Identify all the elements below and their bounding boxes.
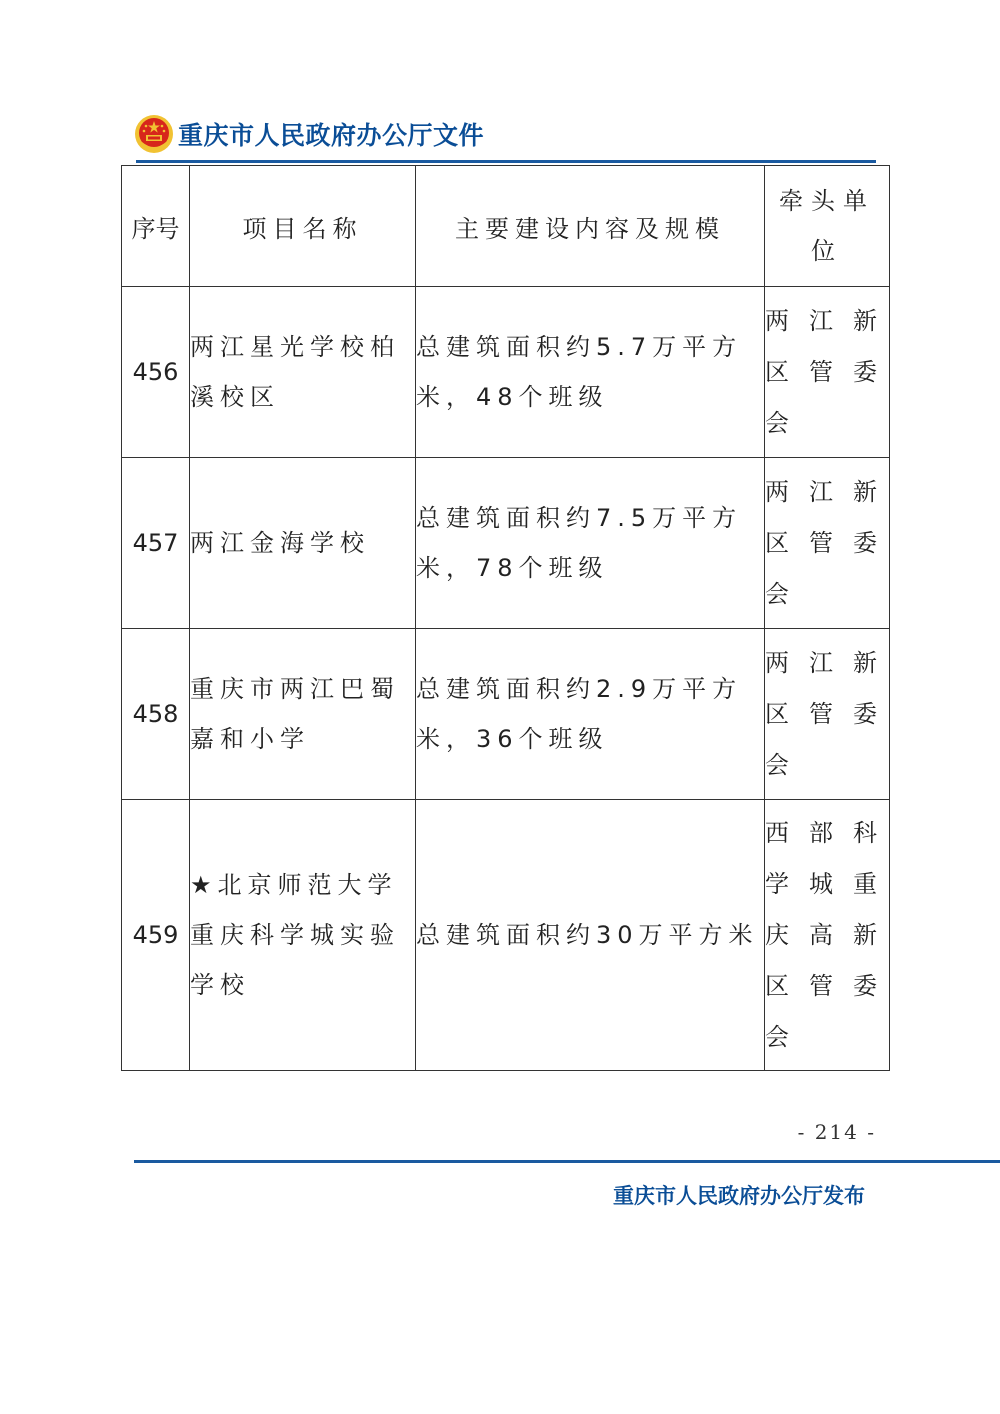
project-table <box>121 165 890 1071</box>
national-emblem-icon <box>134 114 174 154</box>
column-header-project-name: 项目名称 <box>190 166 416 287</box>
row-number: 457 <box>122 458 190 629</box>
project-content: 总建筑面积约2.9万平方米，36个班级 <box>416 629 765 800</box>
header-divider <box>136 160 876 163</box>
table-row <box>122 458 890 629</box>
document-header <box>134 112 484 156</box>
page-number: - 214 - <box>797 1120 876 1144</box>
table-row <box>122 287 890 458</box>
project-name: 重庆市两江巴蜀嘉和小学 <box>190 629 416 800</box>
column-header-content: 主要建设内容及规模 <box>416 166 765 287</box>
footer-divider <box>134 1160 1000 1163</box>
publisher-text: 重庆市人民政府办公厅发布 <box>613 1184 865 1208</box>
project-name: 两江星光学校柏溪校区 <box>190 287 416 458</box>
lead-unit: 两江新区管委会 <box>765 287 890 458</box>
column-header-number: 序号 <box>122 166 190 287</box>
table-header-row <box>122 166 890 287</box>
table-row <box>122 629 890 800</box>
row-number: 459 <box>122 800 190 1071</box>
project-name: ★北京师范大学重庆科学城实验学校 <box>190 800 416 1071</box>
project-content: 总建筑面积约5.7万平方米，48个班级 <box>416 287 765 458</box>
row-number: 458 <box>122 629 190 800</box>
lead-unit: 两江新区管委会 <box>765 629 890 800</box>
project-content: 总建筑面积约30万平方米 <box>416 800 765 1071</box>
lead-unit: 西部科学城重庆高新区管委会 <box>765 800 890 1071</box>
row-number: 456 <box>122 287 190 458</box>
lead-unit: 两江新区管委会 <box>765 458 890 629</box>
table-row <box>122 800 890 1071</box>
project-name: 两江金海学校 <box>190 458 416 629</box>
column-header-lead-unit: 牵头单位 <box>765 166 890 287</box>
document-header-title: 重庆市人民政府办公厅文件 <box>178 121 485 150</box>
project-content: 总建筑面积约7.5万平方米，78个班级 <box>416 458 765 629</box>
